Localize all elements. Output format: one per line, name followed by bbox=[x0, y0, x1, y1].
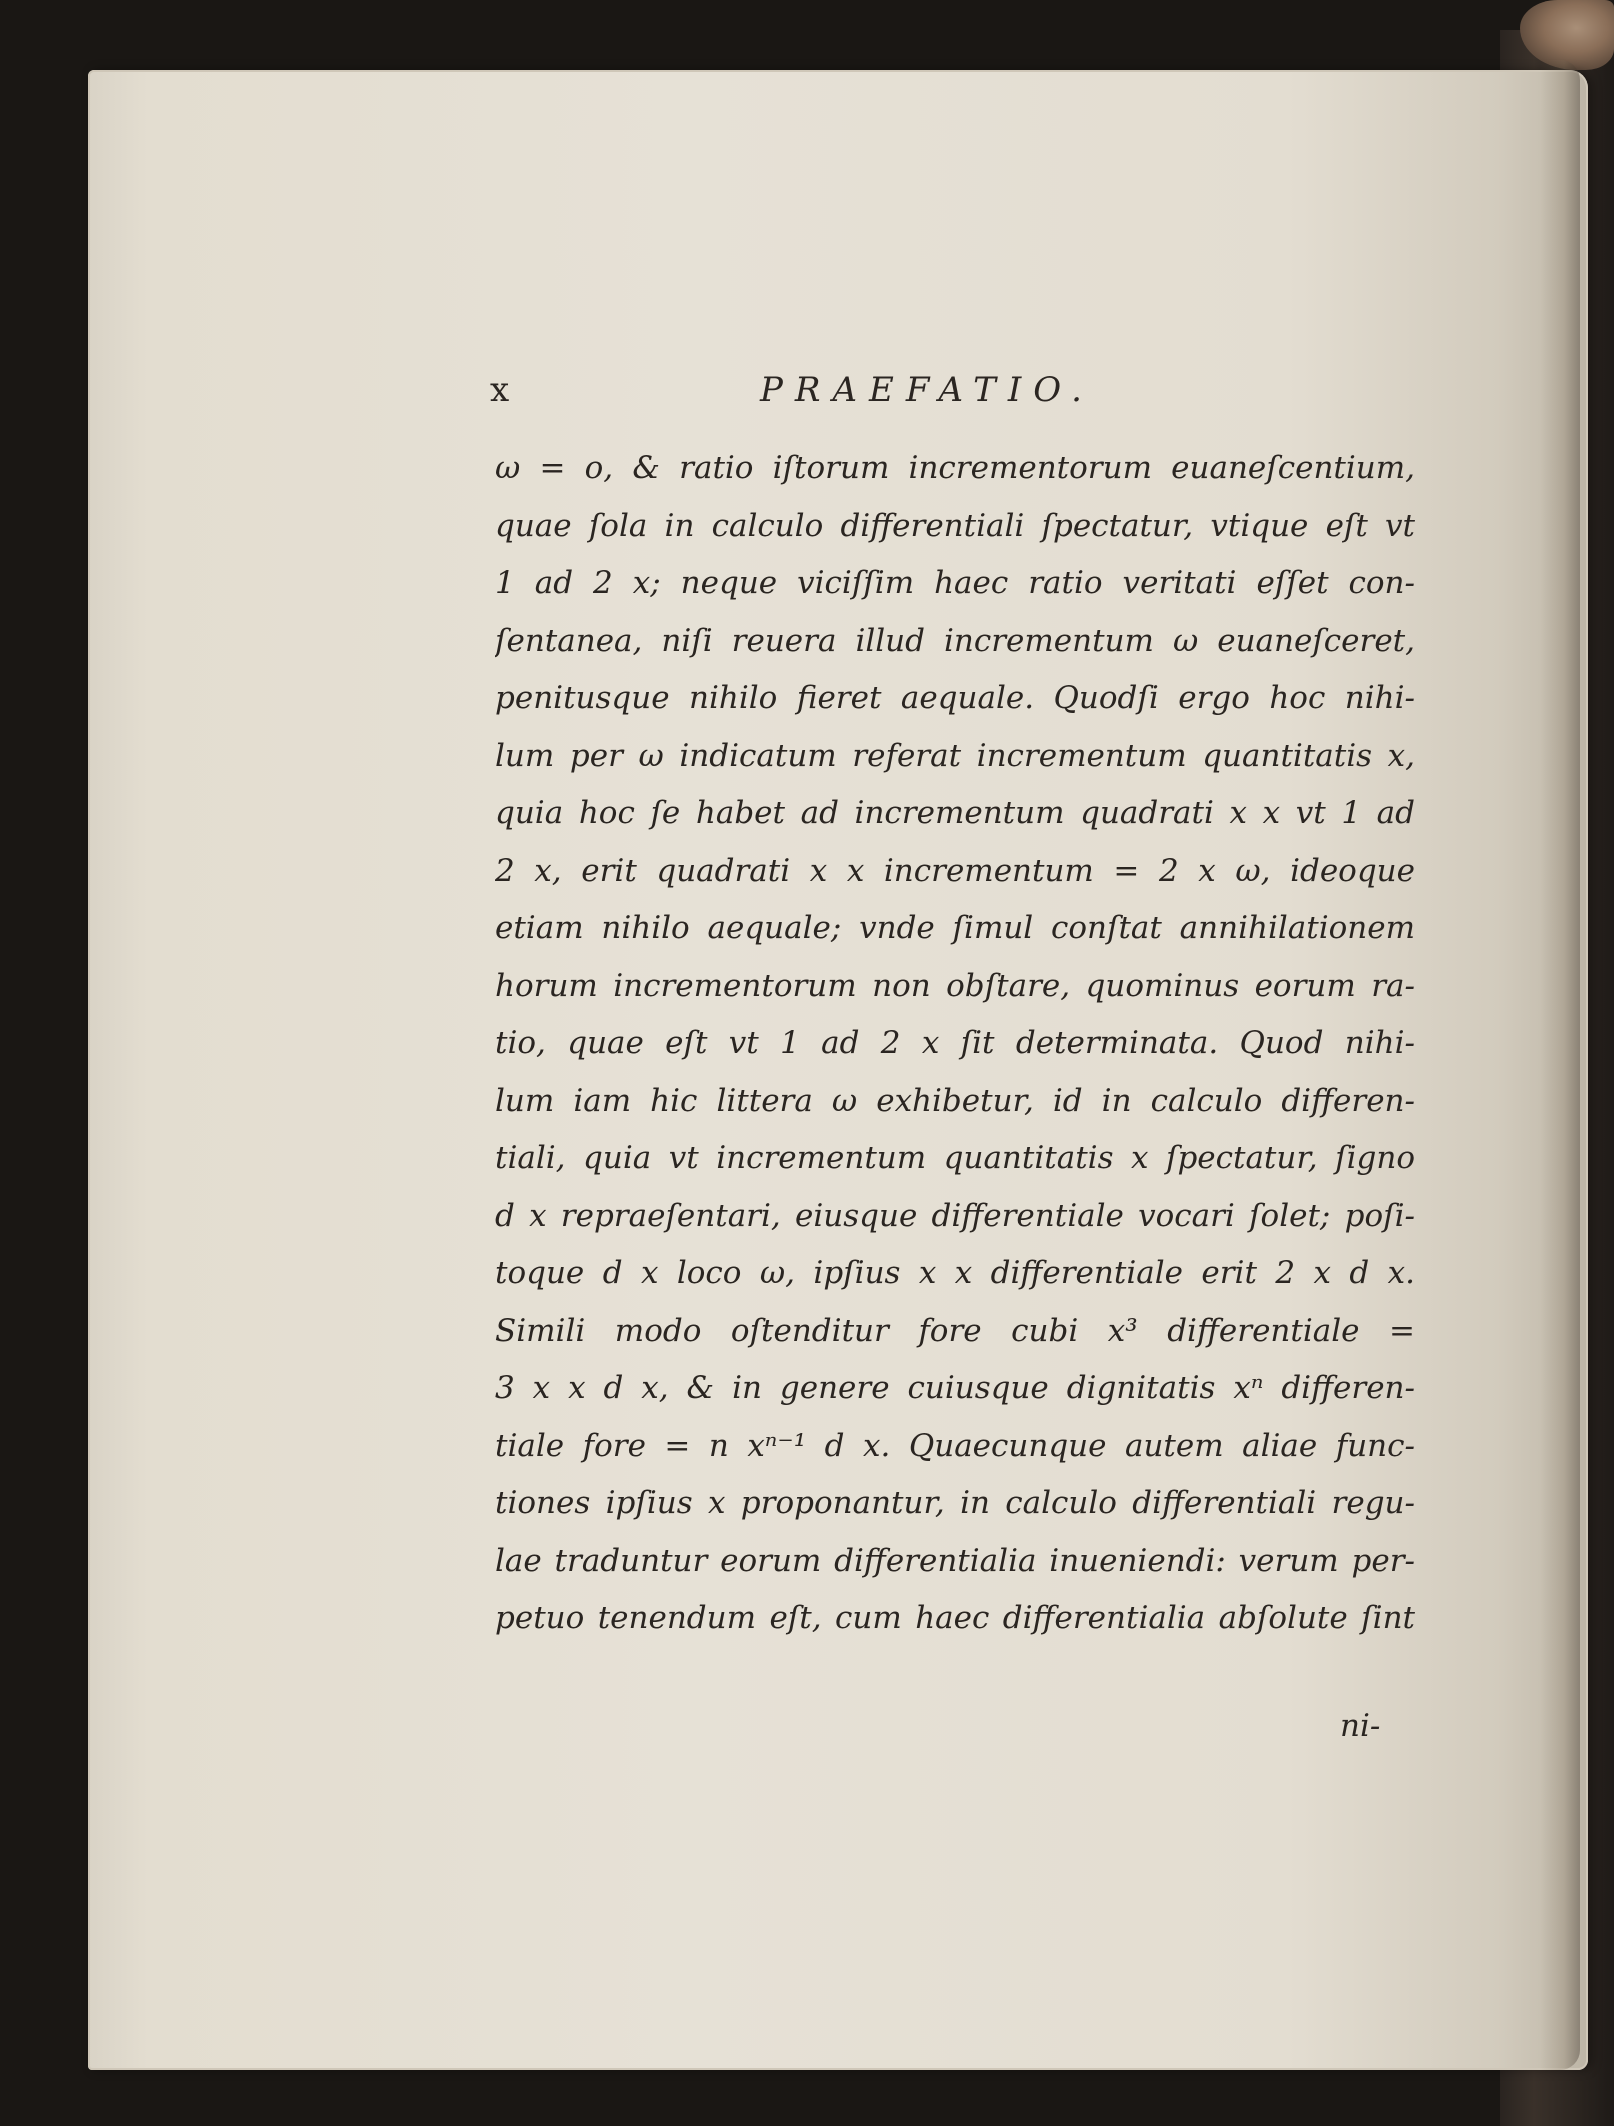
text-line: 1 ad 2 x; neque viciſſim haec ratio veritati eſſet con- bbox=[495, 565, 1415, 601]
text-line: penitusque nihilo fieret aequale. Quodſi ergo hoc nihi- bbox=[495, 680, 1415, 716]
catchword: ni- bbox=[1340, 1708, 1381, 1744]
text-line: ω = o, & ratio iſtorum incrementorum euaneſcentium, bbox=[495, 450, 1415, 486]
text-line: tiale fore = n xⁿ⁻¹ d x. Quaecunque autem aliae func- bbox=[495, 1427, 1415, 1464]
running-head: PRAEFATIO. bbox=[760, 370, 1094, 410]
text-line: petuo tenendum eſt, cum haec differentialia abſolute ſint bbox=[495, 1600, 1415, 1636]
text-line: d x repraeſentari, eiusque differentiale vocari ſolet; poſi- bbox=[495, 1197, 1415, 1234]
text-line: quae ſola in calculo differentiali ſpectatur, vtique eſt vt bbox=[495, 507, 1415, 544]
text-line: lum iam hic littera ω exhibetur, id in calculo differen- bbox=[495, 1082, 1415, 1119]
text-line: etiam nihilo aequale; vnde ſimul conſtat annihilationem bbox=[495, 910, 1415, 946]
text-line: tiones ipſius x proponantur, in calculo differentiali regu- bbox=[495, 1485, 1415, 1521]
page-number: x bbox=[490, 370, 510, 410]
text-line: 3 x x d x, & in genere cuiusque dignitatis xⁿ differen- bbox=[495, 1370, 1415, 1406]
text-line: tio, quae eſt vt 1 ad 2 x ſit determinata. Quod nihi- bbox=[495, 1025, 1415, 1061]
text-line: toque d x loco ω, ipſius x x differentiale erit 2 x d x. bbox=[495, 1255, 1415, 1291]
text-line: Simili modo oſtenditur fore cubi x³ differentiale = bbox=[495, 1312, 1415, 1349]
text-line: horum incrementorum non obſtare, quominus eorum ra- bbox=[495, 967, 1415, 1004]
text-line: lae traduntur eorum differentialia inueniendi: verum per- bbox=[495, 1542, 1415, 1579]
text-line: tiali, quia vt incrementum quantitatis x ſpectatur, ſigno bbox=[495, 1140, 1415, 1176]
text-line: quia hoc ſe habet ad incrementum quadrati x x vt 1 ad bbox=[495, 795, 1415, 831]
text-line: ſentanea, niſi reuera illud incrementum ω euaneſceret, bbox=[495, 622, 1415, 659]
page-header bbox=[490, 370, 1470, 420]
page-fold-shadow bbox=[1540, 60, 1580, 2070]
text-line: lum per ω indicatum referat incrementum quantitatis x, bbox=[495, 737, 1415, 774]
text-line: 2 x, erit quadrati x x incrementum = 2 x ω, ideoque bbox=[495, 852, 1415, 889]
body-text bbox=[495, 440, 1415, 1648]
